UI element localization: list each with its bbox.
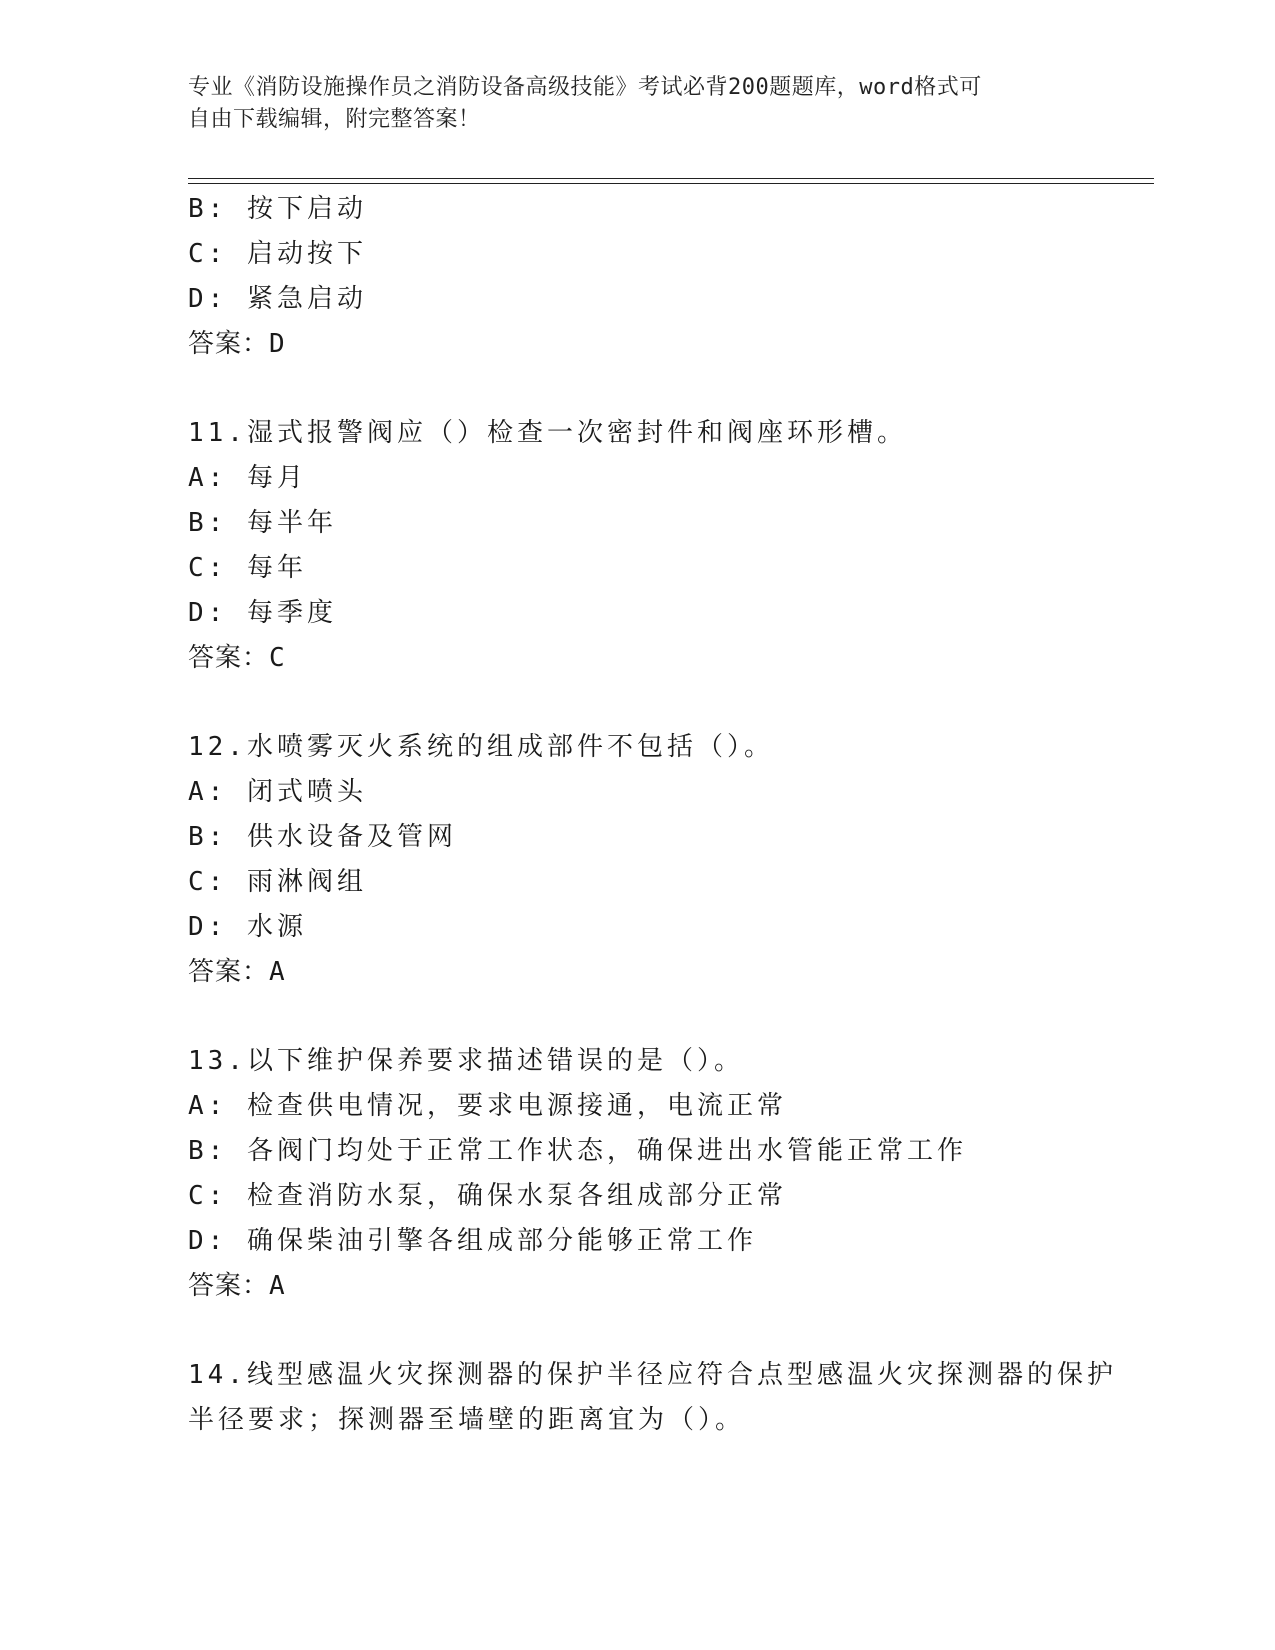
q10-option-c: C: 启动按下	[188, 239, 367, 269]
q11-option-d: D: 每季度	[188, 598, 337, 628]
q14-question-line-2: 半径要求；探测器至墙壁的距离宜为（）。	[188, 1405, 746, 1435]
page-header	[188, 72, 1068, 136]
q13-question: 13.以下维护保养要求描述错误的是（）。	[188, 1046, 744, 1076]
q12-option-a: A: 闭式喷头	[188, 777, 367, 807]
header-title-line-2: 自由下载编辑，附完整答案！	[188, 107, 481, 132]
q12-answer: 答案：A	[188, 957, 286, 987]
q11-answer: 答案：C	[188, 643, 286, 673]
q11-option-c: C: 每年	[188, 553, 307, 583]
q12-option-b: B: 供水设备及管网	[188, 822, 457, 852]
q10-option-d: D: 紧急启动	[188, 284, 367, 314]
q12-question: 12.水喷雾灭火系统的组成部件不包括（）。	[188, 732, 774, 762]
q12-option-c: C: 雨淋阀组	[188, 867, 367, 897]
q11-question: 11.湿式报警阀应（）检查一次密封件和阀座环形槽。	[188, 418, 907, 448]
q10-option-b: B: 按下启动	[188, 194, 367, 224]
header-title-line-1: 专业《消防设施操作员之消防设备高级技能》考试必背200题题库，word格式可	[188, 75, 982, 100]
q13-option-c: C: 检查消防水泵，确保水泵各组成部分正常	[188, 1181, 787, 1211]
header-divider	[188, 178, 1154, 184]
q13-answer: 答案：A	[188, 1271, 286, 1301]
q12-option-d: D: 水源	[188, 912, 307, 942]
q11-option-b: B: 每半年	[188, 508, 337, 538]
q10-answer: 答案：D	[188, 329, 286, 359]
q14-question-line-1: 14.线型感温火灾探测器的保护半径应符合点型感温火灾探测器的保护	[188, 1360, 1117, 1390]
q13-option-d: D: 确保柴油引擎各组成部分能够正常工作	[188, 1226, 757, 1256]
q13-option-a: A: 检查供电情况，要求电源接通，电流正常	[188, 1091, 787, 1121]
q13-option-b: B: 各阀门均处于正常工作状态，确保进出水管能正常工作	[188, 1136, 967, 1166]
q11-option-a: A: 每月	[188, 463, 307, 493]
